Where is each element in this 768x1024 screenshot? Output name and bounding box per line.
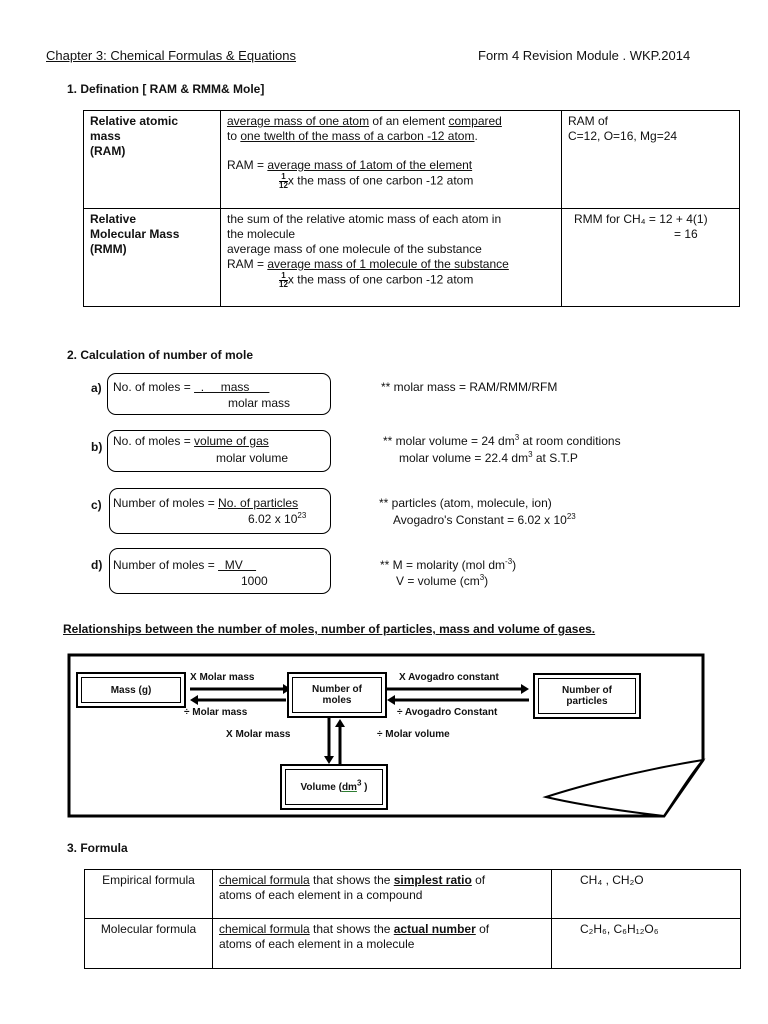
empirical-term-cell: Empirical formula (85, 870, 213, 919)
arrow-moles-to-volume-head (324, 756, 334, 764)
ram-def-b: of an element (369, 114, 449, 128)
rmm-def-line3: average mass of one molecule of the substance (227, 242, 482, 256)
empirical-def-line1 (219, 873, 545, 888)
section-1-title: 1. Defination [ RAM & RMM& Mole] (67, 82, 265, 96)
mole-b-note1-prefix: ** molar volume = 24 dm (383, 434, 515, 448)
mole-b-note2-prefix: molar volume = 22.4 dm (399, 451, 529, 465)
mole-d-note2-sup: 3 (479, 573, 485, 582)
volume-box-unit: dm (341, 781, 357, 793)
empirical-def-d: of (471, 873, 486, 887)
mole-c-label: c) (91, 498, 102, 512)
molecular-def-d: of (475, 922, 490, 936)
rmm-term-line2: Molecular Mass (90, 227, 180, 241)
mole-b-note2-suffix: at S.T.P (532, 451, 578, 465)
mole-c-note-1: ** particles (atom, molecule, ion) (379, 496, 552, 510)
label-x-avogadro: X Avogadro constant (399, 672, 499, 683)
label-x-molar-mass: X Molar mass (190, 672, 255, 683)
mole-b-note1-suffix: at room conditions (519, 434, 621, 448)
particles-box-line2: particles (566, 696, 608, 707)
label-div-molar-mass: ÷ Molar mass (184, 707, 248, 718)
molecular-row (85, 919, 741, 969)
ram-term-line2: mass (90, 129, 121, 143)
rmm-example-line1: RMM for CH₄ = 12 + 4(1) (574, 212, 708, 226)
folded-corner (546, 760, 703, 816)
relationships-title: Relationships between the number of moles, number of particles, mass and volume of gases. (63, 622, 596, 636)
chapter-title: Chapter 3: Chemical Formulas & Equations (46, 48, 297, 63)
ram-def-f: of the mass of a carbon -12 atom (295, 129, 475, 143)
ram-formula-prefix: RAM = (227, 158, 268, 172)
molecular-def-a: chemical formula (219, 922, 310, 936)
label-div-molar-volume: ÷ Molar volume (377, 729, 450, 740)
mole-b-note2-sup: 3 (528, 450, 533, 459)
rmm-def-line2: the molecule (227, 227, 296, 241)
mass-box-label: Mass (g) (110, 684, 152, 696)
mole-c-note2-prefix: Avogadro's Constant = 6.02 x 10 (393, 513, 567, 527)
label-div-avogadro: ÷ Avogadro Constant (397, 707, 498, 718)
mole-d-note1-suffix: ) (512, 558, 517, 572)
rmm-term-line3: (RMM) (90, 242, 127, 256)
mole-c-numerator: No. of particles (218, 496, 299, 510)
mole-c-prefix: Number of moles = (113, 496, 219, 510)
molecular-term-cell: Molecular formula (85, 919, 213, 969)
mole-b-label: b) (91, 440, 103, 454)
empirical-def-a: chemical formula (219, 873, 310, 887)
mole-d-note2-prefix: V = volume (cm (396, 574, 480, 588)
module-title: Form 4 Revision Module . WKP.2014 (478, 48, 691, 63)
rmm-formula-denominator: x the mass of one carbon -12 atom (287, 272, 474, 287)
rmm-def-line1: the sum of the relative atomic mass of each atom in (227, 212, 502, 226)
rmm-term-line1: Relative (90, 212, 137, 226)
arrow-volume-to-moles-head (335, 719, 345, 727)
mole-d-numerator: MV (218, 558, 257, 572)
particles-box-label (562, 685, 612, 707)
empirical-def-b: that shows the (309, 873, 394, 887)
mole-d-note1-sup: -3 (505, 557, 513, 566)
particles-box-line1: Number of (562, 685, 612, 696)
empirical-def-line2: atoms of each element in a compound (219, 888, 423, 902)
mole-a-note: ** molar mass = RAM/RMM/RFM (381, 380, 558, 394)
volume-box-sup: 3 (356, 778, 362, 788)
volume-box-prefix: Volume ( (300, 781, 342, 793)
ram-formula-denominator: x the mass of one carbon -12 atom (287, 173, 474, 188)
ram-def-g: . (474, 129, 478, 143)
mole-b-prefix: No. of moles = (113, 434, 195, 448)
rmm-fraction-num: 1 (279, 272, 288, 281)
empirical-example-cell: CH₄ , CH₂O (552, 870, 741, 919)
moles-box-line2: moles (322, 695, 352, 706)
empirical-def-c: simplest ratio (393, 873, 472, 887)
molecular-def-b: that shows the (309, 922, 394, 936)
mole-c-note2-sup: 23 (566, 512, 576, 521)
moles-box (287, 672, 387, 718)
ram-def-c: compared (448, 114, 502, 128)
ram-def-a: average mass of one atom (227, 114, 370, 128)
ram-def-d: to (227, 129, 241, 143)
mole-a-label: a) (91, 381, 102, 395)
ram-term-line1: Relative atomic (90, 114, 179, 128)
label-x-molar-mass-vertical: X Molar mass (226, 729, 291, 740)
ram-fraction-den: 12 (279, 181, 288, 190)
moles-box-label (312, 684, 362, 706)
rmm-example-line2: = 16 (674, 227, 698, 241)
mole-b-numerator: volume of gas (194, 434, 269, 448)
mole-c-den-prefix: 6.02 x 10 (248, 512, 298, 526)
rmm-formula-numerator: average mass of 1 molecule of the substance (267, 257, 509, 271)
molecular-def-line2: atoms of each element in a molecule (219, 937, 415, 951)
mole-d-note1-prefix: ** M = molarity (mol dm (380, 558, 506, 572)
molecular-example-cell: C₂H₆, C₆H₁₂O₆ (552, 919, 741, 969)
empirical-row (85, 870, 741, 919)
mole-d-prefix: Number of moles = (113, 558, 219, 572)
mole-c-den-sup: 23 (297, 511, 307, 520)
formula-table (84, 869, 741, 969)
rmm-formula-prefix: RAM = (227, 257, 268, 271)
ram-example-line1: RAM of (568, 114, 609, 128)
volume-box (280, 764, 388, 810)
rmm-fraction-den: 12 (279, 280, 288, 289)
mole-a-numerator: . mass (194, 380, 270, 394)
arrow-moles-to-mass-head (190, 695, 198, 705)
ram-fraction-num: 1 (279, 173, 288, 182)
section-2-title: 2. Calculation of number of mole (67, 348, 254, 362)
mole-b-note1-sup: 3 (514, 433, 520, 442)
mole-a-denominator: molar mass (228, 396, 291, 410)
mole-d-label: d) (91, 558, 103, 572)
particles-box (533, 673, 641, 719)
section-3-title: 3. Formula (67, 841, 128, 855)
mass-box (76, 672, 186, 708)
ram-formula-numerator: average mass of 1atom of the element (267, 158, 473, 172)
ram-def-e: one twelth (240, 129, 296, 143)
arrow-moles-to-particles-head (521, 684, 529, 694)
mole-d-note2-suffix: ) (484, 574, 489, 588)
moles-box-line1: Number of (312, 684, 362, 695)
ram-term-line3: (RAM) (90, 144, 126, 158)
mole-d-denominator: 1000 (241, 574, 268, 588)
molecular-def-line1 (219, 922, 545, 937)
volume-box-suffix: ) (361, 781, 368, 793)
ram-example-line2: C=12, O=16, Mg=24 (568, 129, 678, 143)
molecular-def-c: actual number (393, 922, 476, 936)
arrow-particles-to-moles-head (387, 695, 395, 705)
molecular-definition-cell (213, 919, 552, 969)
empirical-definition-cell (213, 870, 552, 919)
mole-a-prefix: No. of moles = (113, 380, 195, 394)
volume-box-label (300, 778, 368, 793)
mole-b-denominator: molar volume (216, 451, 289, 465)
